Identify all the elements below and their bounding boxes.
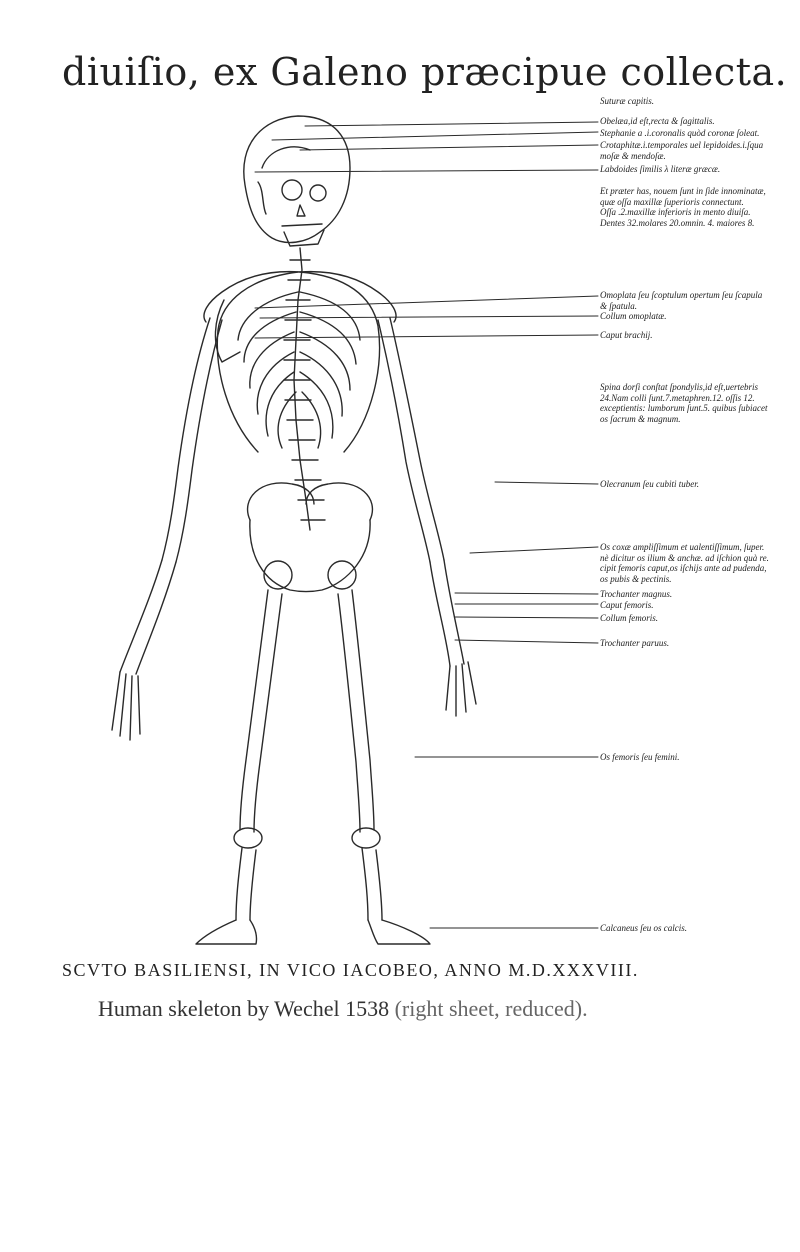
label-olecranon: Olecranum ſeu cubiti tuber.	[600, 479, 699, 489]
page-heading: diuiſio, ex Galeno præcipue collecta.	[62, 50, 788, 94]
label-temporal-sutures: Crotaphitæ.i.temporales uel lepidoides.i.ſqua moſæ & mendoſæ.	[600, 140, 764, 161]
label-lambdoid-suture: Labdoides ſimilis λ literæ græcæ.	[600, 164, 721, 174]
label-scapula: Omoplata ſeu ſcoptulum opertum ſeu ſcapula & ſpatula.	[600, 290, 763, 311]
label-femur: Os femoris ſeu femini.	[600, 752, 680, 762]
legs	[196, 590, 430, 944]
label-coronal-suture: Stephanie a .i.coronalis quòd coronæ ſoleat.	[600, 128, 760, 138]
label-head-of-humerus: Caput brachij.	[600, 330, 653, 340]
printer-imprint: SCVTO BASILIENSI, IN VICO IACOBEO, ANNO M.D.XXXVIII.	[62, 960, 639, 980]
label-spine: Spina dorſi conſtat ſpondylis,id eſt,uertebris 24.Nam colli ſunt.7.metaphren.12. oſſis 12. exceptientis: lumborum ſunt.5. quibus ſubiacet os ſacrum & magnum.	[600, 382, 768, 424]
caption-suffix: (right sheet, reduced).	[394, 996, 588, 1021]
label-neck-of-scapula: Collum omoplatæ.	[600, 311, 667, 321]
label-sutures-title: Suturæ capitis.	[600, 96, 655, 106]
label-lesser-trochanter: Trochanter paruus.	[600, 638, 670, 648]
label-head-of-femur: Caput femoris.	[600, 600, 654, 610]
label-greater-trochanter: Trochanter magnus.	[600, 589, 673, 599]
label-hip-bone: Os coxæ ampliſſimum et ualentiſſimum, ſuper. nè dicitur os ilium & anchæ. ad iſchion quà re. cipit femoris caput,os iſchijs ante ad pudenda, os pubis & pectinis.	[600, 542, 769, 584]
label-facial-bones-teeth: Et præter has, nouem ſunt in ſide innominatæ, quæ oſſa maxillæ ſuperioris connectunt. Oſſa .2.maxillæ inferioris in mento diuiſa. Dentes 32.molares 20.omnin. 4. maiores 8.	[600, 186, 766, 228]
caption-main: Human skeleton by Wechel 1538	[98, 996, 390, 1021]
label-sagittal-suture: Obelæa,id eſt,recta & ſagittalis.	[600, 116, 715, 126]
leader-lines	[255, 122, 598, 928]
label-calcaneus: Calcaneus ſeu os calcis.	[600, 923, 687, 933]
skull	[244, 116, 350, 246]
pelvis	[248, 483, 373, 592]
label-neck-of-femur: Collum femoris.	[600, 613, 659, 623]
image-caption	[98, 996, 588, 1022]
